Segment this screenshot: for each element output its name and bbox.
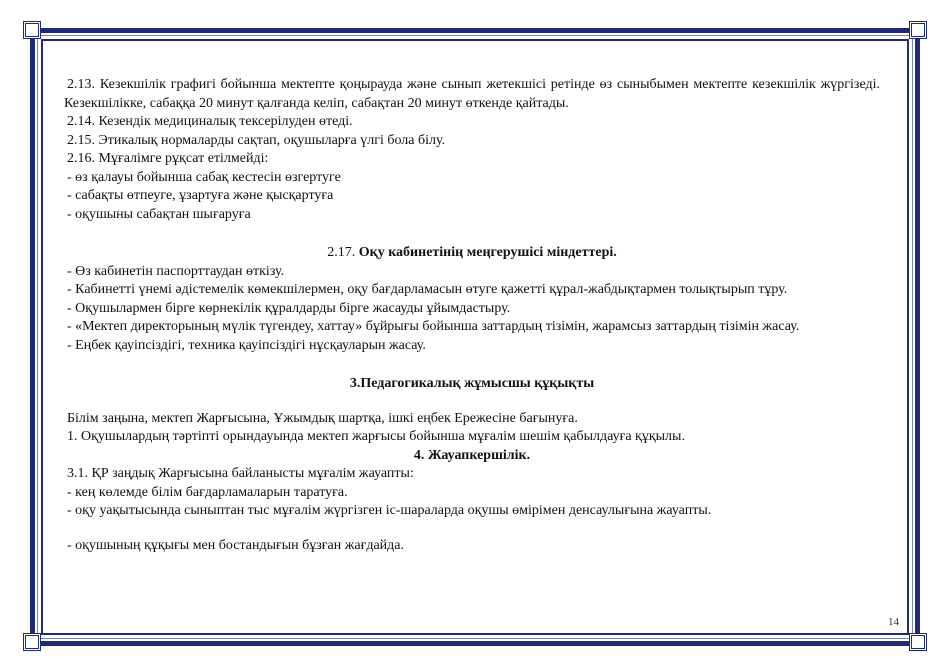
list-item: - өз қалауы бойынша сабақ кестесін өзгертуге [67, 169, 341, 185]
section-number: 2.17. [327, 245, 359, 260]
list-item: - оқу уақытысында сыныптан тыс мұғалім жүргізген іс-шараларда оқушы өмірімен денсаулығына жауапты. [67, 503, 712, 518]
section-heading-2-17 [64, 244, 880, 263]
document-body [64, 76, 880, 555]
section-heading-3: 3.Педагогикалық жұмысшы құқықты [349, 376, 595, 391]
section-heading-4: 4. Жауапкершілік. [413, 447, 531, 463]
frame-corner-ornament [23, 633, 41, 651]
page-number: 14 [888, 616, 899, 628]
list-item: - Оқушылармен бірге көрнекілік құралдарды бірге жасауды ұйымдастыру. [67, 300, 511, 316]
list-item: - Еңбек қауіпсіздігі, техника қауіпсіздігі нұсқауларын жасау. [67, 337, 426, 353]
list-item: - сабақты өтпеуге, ұзартуға және қысқартуға [67, 188, 334, 203]
paragraph-2-15: 2.15. Этикалық нормаларды сақтап, оқушыларға үлгі бола білу. [67, 132, 446, 148]
list-item: - оқушыны сабақтан шығаруға [67, 206, 251, 222]
list-item: - кең көлемде білім бағдарламаларын таратуға. [67, 484, 348, 500]
frame-corner-ornament [909, 21, 927, 39]
paragraph-2-14: 2.14. Кезендік медициналық тексерілуден өтеді. [67, 114, 353, 129]
section-title: Оқу кабинетінің меңгерушісі міндеттері. [358, 245, 617, 260]
list-item: - Өз кабинетін паспорттаудан өткізу. [67, 263, 285, 279]
list-item: - Кабинетті үнемі әдістемелік көмекшілермен, оқу бағдарламасын өтуге қажетті құрал-жабдықтармен толықтырып тұру. [67, 282, 788, 297]
paragraph: Білім заңына, мектеп Жарғысына, Ұжымдық шартқа, ішкі еңбек Ережесіне бағынуға. [67, 410, 578, 426]
paragraph-3-1: 3.1. ҚР заңдық Жарғысына байланысты мұғалім жауапты: [67, 466, 414, 481]
frame-corner-ornament [23, 21, 41, 39]
paragraph: 1. Оқушылардың тәртіпті орындауында мектеп жарғысы бойынша мұғалім шешім қабылдауға құқылы. [67, 429, 685, 444]
list-item: - «Мектеп директорының мүлік түгендеу, хаттау» бұйрығы бойынша заттардың тізімін, жарамсыз заттардың тізімін жасау. [67, 319, 800, 334]
paragraph-2-13: 2.13. Кезекшілік графигі бойынша мектепте қоңырауда және сынып жетекшісі ретінде өз сыныбымен мектепте кезекшілік жүргізеді. Кезекшілікке, сабаққа 20 минут қалғанда келіп, сабақтан 20 минут өткенде қайтады. [64, 77, 880, 111]
frame-corner-ornament [909, 633, 927, 651]
list-item: - оқушының құқығы мен бостандығын бұзған жағдайда. [67, 537, 405, 553]
paragraph-2-16: 2.16. Мұғалімге рұқсат етілмейді: [67, 151, 269, 166]
